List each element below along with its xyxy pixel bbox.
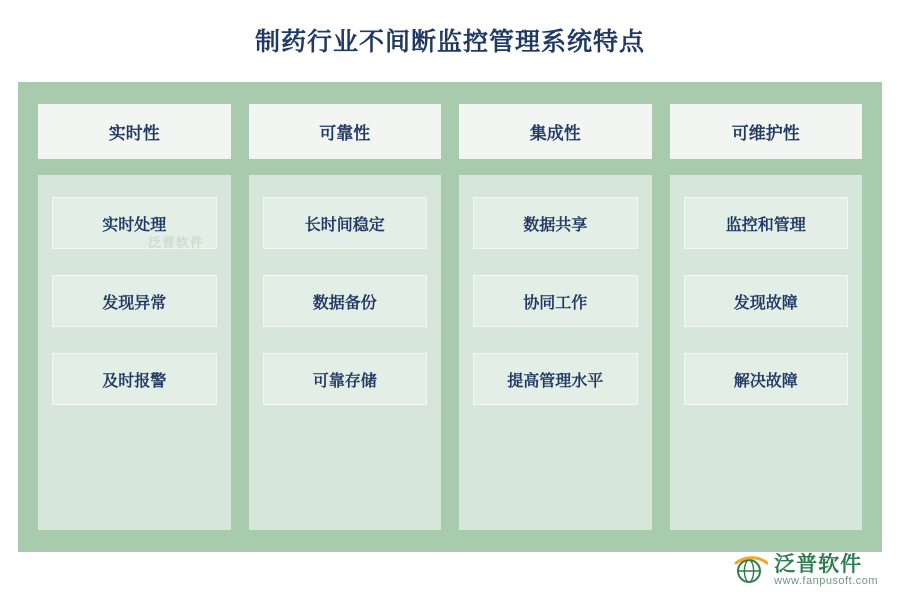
features-board (18, 82, 882, 552)
column-items (459, 175, 652, 530)
feature-item: 发现故障 (684, 275, 849, 327)
feature-item: 数据备份 (263, 275, 428, 327)
watermark-label: 泛普软件 (148, 235, 205, 250)
logo-company-name: 泛普软件 (774, 553, 863, 577)
feature-item: 数据共享 (473, 197, 638, 249)
page-title: 制药行业不间断监控管理系统特点 (254, 28, 645, 56)
logo-text-block (774, 554, 878, 588)
feature-column-realtime (38, 104, 231, 530)
feature-item: 可靠存储 (263, 353, 428, 405)
column-items (38, 175, 231, 530)
feature-item: 协同工作 (473, 275, 638, 327)
brand-logo (734, 554, 878, 588)
column-header: 可维护性 (670, 104, 863, 159)
feature-item: 实时处理 (52, 197, 217, 249)
logo-url: www.fanpusoft.com (774, 575, 878, 588)
feature-item: 长时间稳定 (263, 197, 428, 249)
feature-column-integration (459, 104, 652, 530)
column-header: 实时性 (38, 104, 231, 159)
column-header: 集成性 (459, 104, 652, 159)
feature-item: 解决故障 (684, 353, 849, 405)
feature-column-reliability (249, 104, 442, 530)
feature-item: 发现异常 (52, 275, 217, 327)
feature-item: 提高管理水平 (473, 353, 638, 405)
feature-item: 及时报警 (52, 353, 217, 405)
column-items (670, 175, 863, 530)
feature-column-maintainability (670, 104, 863, 530)
column-items (249, 175, 442, 530)
globe-swoosh-logo-icon (734, 554, 768, 588)
column-header: 可靠性 (249, 104, 442, 159)
feature-item: 监控和管理 (684, 197, 849, 249)
